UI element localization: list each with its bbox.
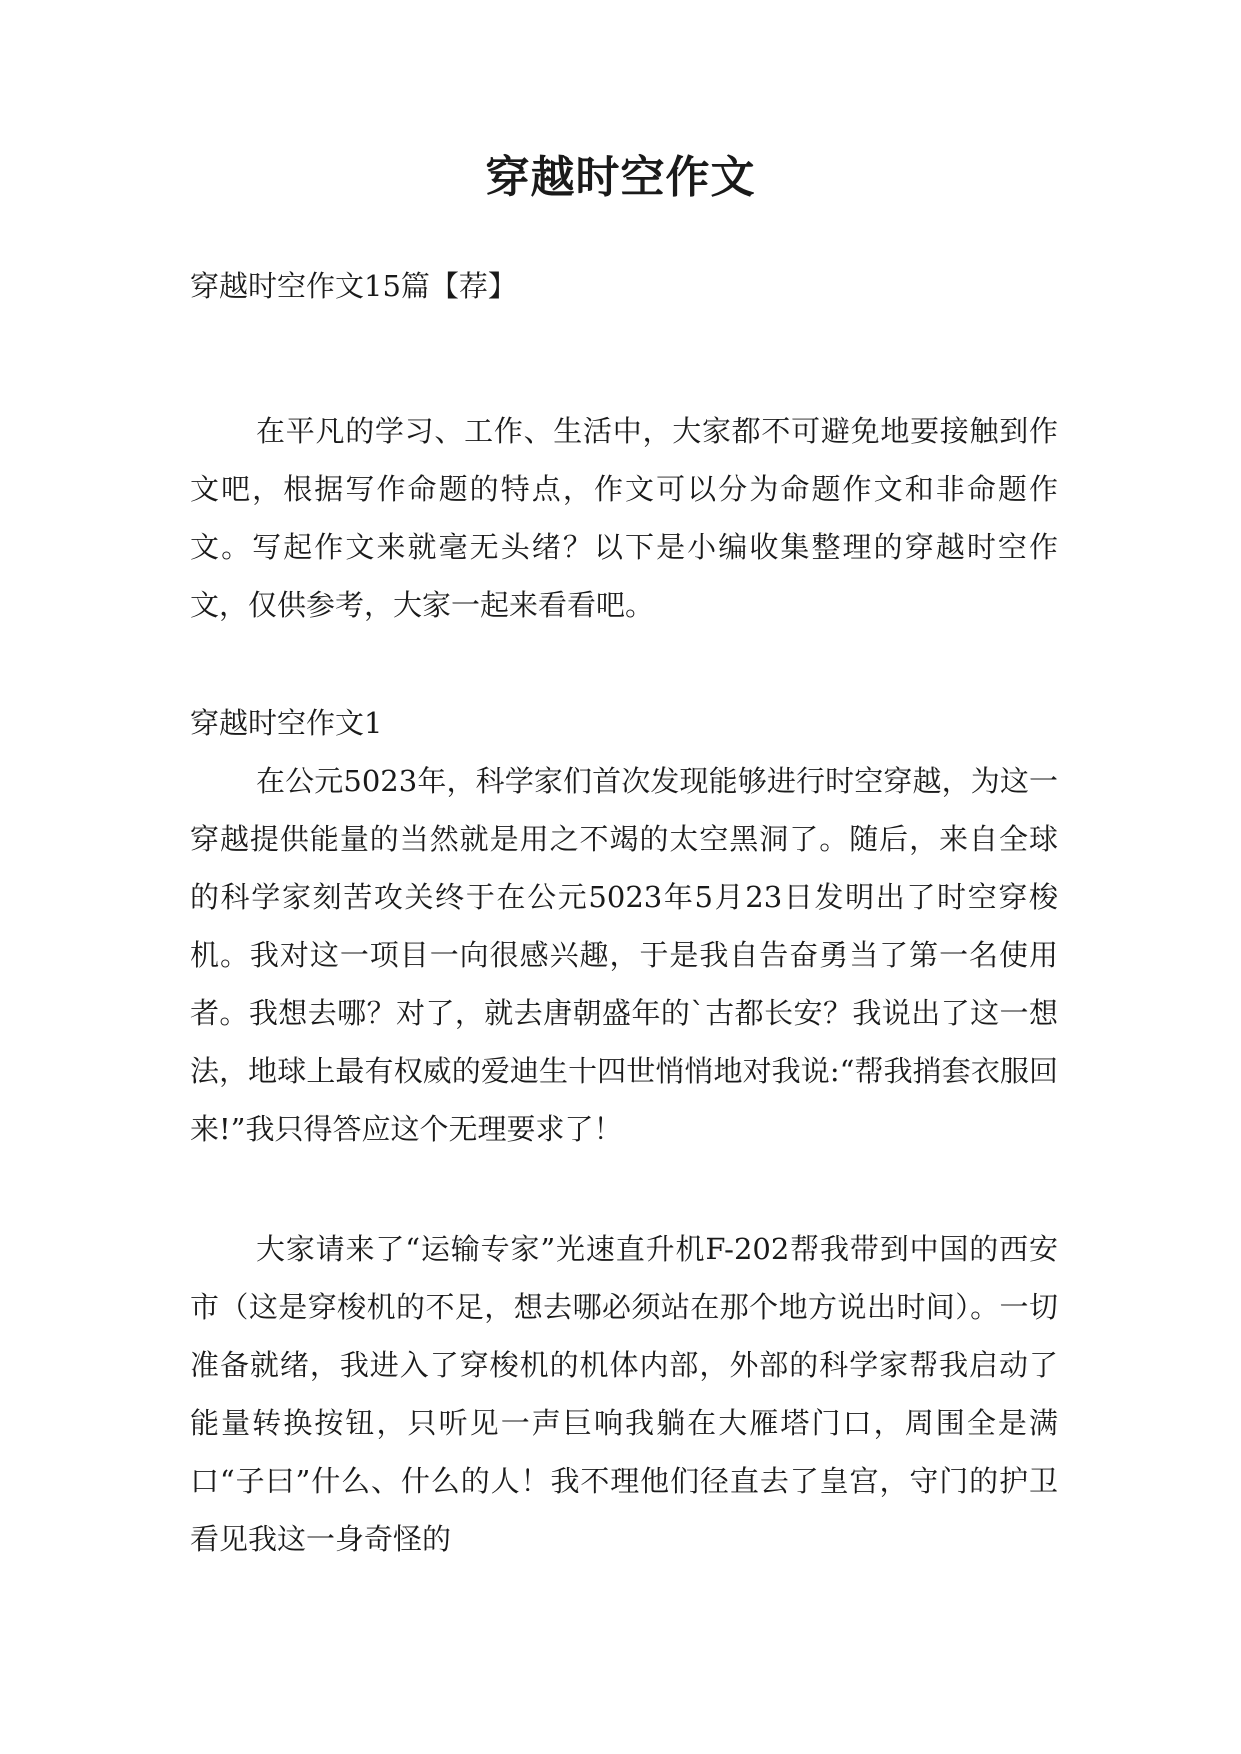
- body-paragraph: 大家请来了“运输专家”光速直升机F-202帮我带到中国的西安市（这是穿梭机的不足，想去哪必须站在那个地方说出时间）。一切准备就绪，我进入了穿梭机的机体内部，外部的科学家帮我启动了能量转换按钮，只听见一声巨响我躺在大雁塔门口，周围全是满口“子曰”什么、什么的人！我不理他们径直去了皇宫，守门的护卫看见我这一身奇怪的: [190, 1232, 1058, 1556]
- section-heading: 穿越时空作文1: [190, 706, 383, 740]
- body-paragraph: 在公元5023年，科学家们首次发现能够进行时空穿越，为这一穿越提供能量的当然就是用之不竭的太空黑洞了。随后，来自全球的科学家刻苦攻关终于在公元5023年5月23日发明出了时空穿梭机。我对这一项目一向很感兴趣，于是我自告奋勇当了第一名使用者。我想去哪？对了，就去唐朝盛年的`古都长安？我说出了这一想法，地球上最有权威的爱迪生十四世悄悄地对我说:“帮我捎套衣服回来!”我只得答应这个无理要求了！: [190, 764, 1058, 1146]
- document-subtitle: 穿越时空作文15篇【荐】: [190, 269, 517, 303]
- intro-paragraph: 在平凡的学习、工作、生活中，大家都不可避免地要接触到作文吧，根据写作命题的特点，作文可以分为命题作文和非命题作文。写起作文来就毫无头绪？以下是小编收集整理的穿越时空作文，仅供参考，大家一起来看看吧。: [190, 414, 1058, 622]
- document-title: 穿越时空作文: [485, 152, 756, 203]
